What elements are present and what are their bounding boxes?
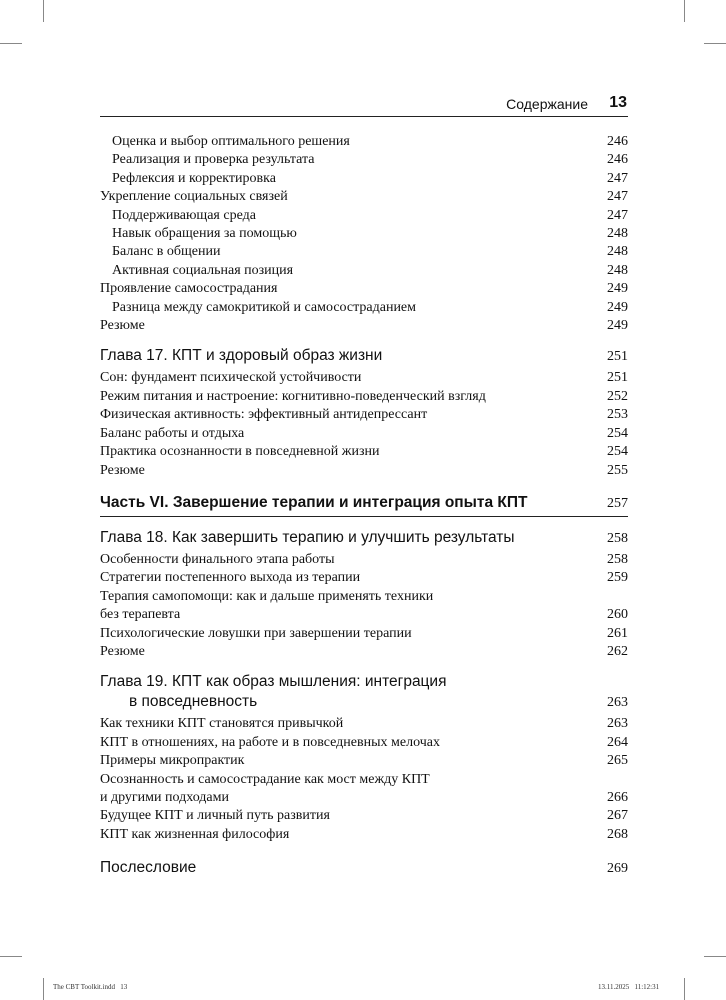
- toc-entry: Будущее КПТ и личный путь развития 267: [100, 808, 628, 824]
- toc-entry: Особенности финального этапа работы 258: [100, 551, 628, 567]
- slug-datetime: 13.11.2025 11:12:31: [598, 983, 660, 991]
- toc-entry: Баланс работы и отдыха 254: [100, 425, 628, 441]
- toc-entry: КПТ в отношениях, на работе и в повседневных мелочах 264: [100, 734, 628, 750]
- crop-mark: [704, 956, 726, 957]
- header-page-number: 13: [609, 94, 627, 111]
- toc-entry: Как техники КПТ становятся привычкой 263: [100, 716, 628, 732]
- toc-entry: Резюме 262: [100, 643, 628, 659]
- crop-mark: [704, 43, 726, 44]
- running-header: [100, 94, 628, 117]
- toc-entry: Резюме 255: [100, 462, 628, 478]
- toc-entry-line2: без терапевта 260: [100, 607, 628, 623]
- toc-entry: Практика осознанности в повседневной жизни 254: [100, 444, 628, 460]
- toc-entry-line2: и другими подходами 266: [100, 789, 628, 805]
- header-title: Содержание: [506, 96, 588, 112]
- toc-entry: Сон: фундамент психической устойчивости 251: [100, 370, 628, 386]
- toc-entry: Поддерживающая среда 247: [112, 207, 628, 223]
- toc-entry: Стратегии постепенного выхода из терапии 259: [100, 570, 628, 586]
- toc-entry: Баланс в общении 248: [112, 244, 628, 260]
- chapter-19-title-line1: Глава 19. КПТ как образ мышления: интеграция: [100, 673, 447, 691]
- toc-entry: Разница между самокритикой и самосостраданием 249: [112, 299, 628, 315]
- crop-mark: [684, 0, 685, 22]
- afterword-heading: Послесловие 269: [100, 859, 628, 877]
- chapter-19-page: 263: [607, 695, 628, 711]
- crop-mark: [0, 43, 22, 44]
- toc-entries-top: [100, 133, 628, 335]
- chapter-19-title-line2: в повседневность: [129, 693, 258, 711]
- chapter-18-heading: Глава 18. Как завершить терапию и улучшить результаты 258: [100, 528, 628, 546]
- toc-entry: Режим питания и настроение: когнитивно-поведенческий взгляд 252: [100, 388, 628, 404]
- part-6-heading: Часть VI. Завершение терапии и интеграция опыта КПТ 257: [100, 492, 628, 517]
- toc-entry: Психологические ловушки при завершении терапии 261: [100, 625, 628, 641]
- toc-entry: Примеры микропрактик 265: [100, 753, 628, 769]
- toc-entry: Навык обращения за помощью 248: [112, 226, 628, 242]
- toc-entry: Физическая активность: эффективный антидепрессант 253: [100, 407, 628, 423]
- toc-entry-line1: Терапия самопомощи: как и дальше применять техники: [100, 588, 434, 604]
- slug-filename: The CBT Toolkit.indd 13: [53, 983, 128, 991]
- crop-mark: [43, 0, 44, 22]
- toc-entry-line1: Осознанность и самосострадание как мост между КПТ: [100, 771, 430, 787]
- print-slug: [0, 981, 726, 995]
- toc-entry: Резюме 249: [100, 318, 628, 334]
- crop-mark: [0, 956, 22, 957]
- toc-entry: Рефлексия и корректировка 247: [112, 170, 628, 186]
- toc-entry: Проявление самосострадания 249: [100, 281, 628, 297]
- table-of-contents: [100, 133, 628, 881]
- toc-entry: КПТ как жизненная философия 268: [100, 826, 628, 842]
- chapter-17-heading: Глава 17. КПТ и здоровый образ жизни 251: [100, 347, 628, 365]
- toc-entry: Активная социальная позиция 248: [112, 262, 628, 278]
- toc-entry: Оценка и выбор оптимального решения 246: [112, 134, 628, 149]
- toc-entry: Укрепление социальных связей 247: [100, 189, 628, 205]
- chapter-19-heading: [100, 672, 628, 713]
- toc-entry: Реализация и проверка результата 246: [112, 152, 628, 168]
